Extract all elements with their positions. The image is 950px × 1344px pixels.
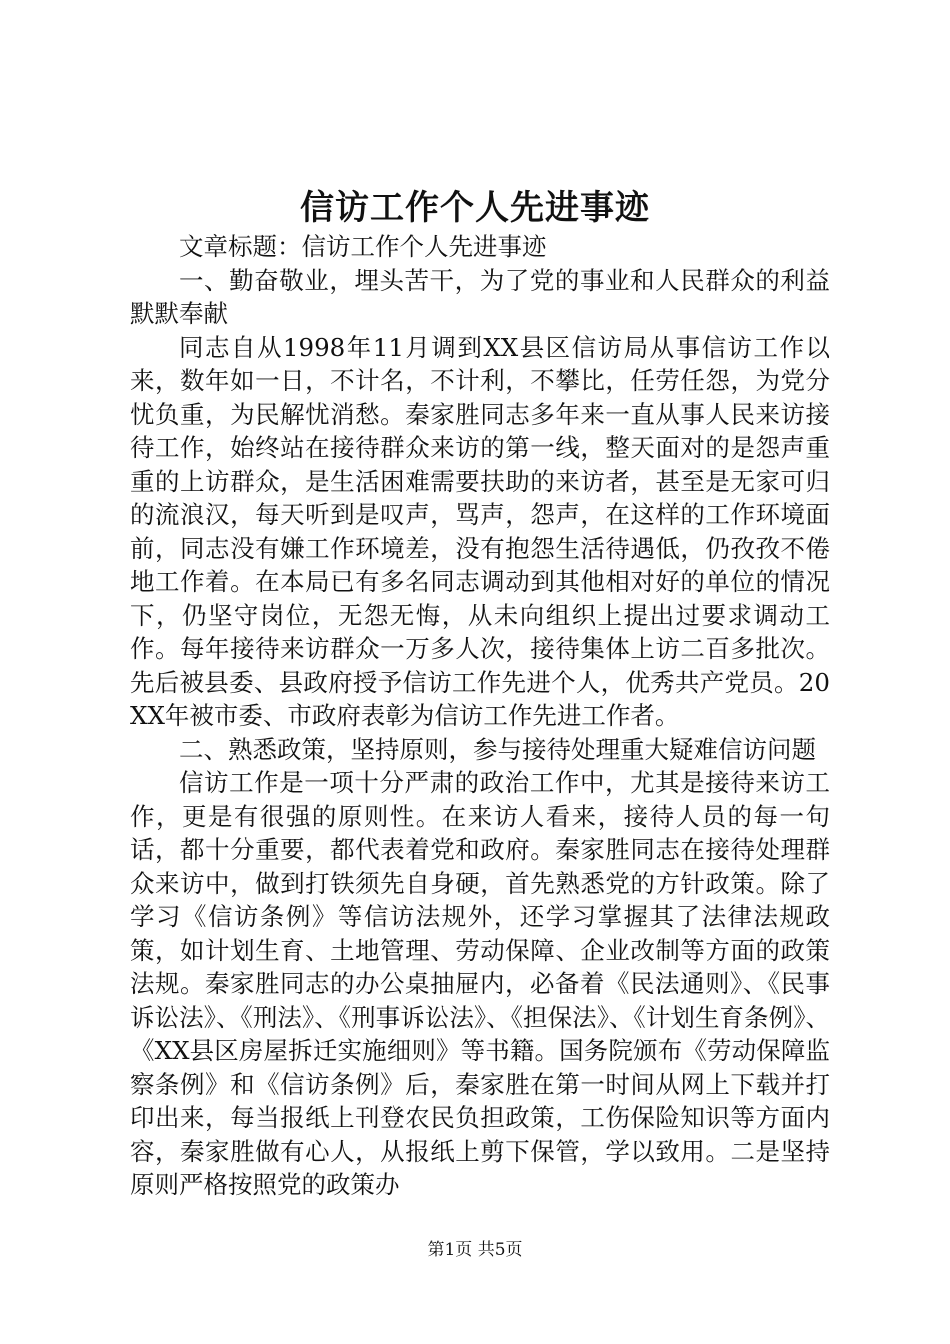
- article-title-line: 文章标题：信访工作个人先进事迹: [179, 232, 547, 261]
- section-heading-2: 二、熟悉政策，坚持原则，参与接待处理重大疑难信访问题: [179, 734, 816, 764]
- page-footer: 第1页 共5页: [427, 1240, 523, 1260]
- document-body: [130, 230, 830, 1202]
- document-title: 信访工作个人先进事迹: [300, 188, 650, 228]
- body-paragraph-2: 信访工作是一项十分严肃的政治工作中，尤其是接待来访工作，更是有很强的原则性。在来访人看来，接待人员的每一句话，都十分重要，都代表着党和政府。秦家胜同志在接待处理群众来访中，做到打铁须先自身硬，首先熟悉党的方针政策。除了学习《信访条例》等信访法规外，还学习掌握其了法律法规政策，如计划生育、土地管理、劳动保障、企业改制等方面的政策法规。秦家胜同志的办公桌抽屉内，必备着《民法通则》、《民事诉讼法》、《刑法》、《刑事诉讼法》、《担保法》、《计划生育条例》、《XX县区房屋拆迁实施细则》等书籍。国务院颁布《劳动保障监察条例》和《信访条例》后，秦家胜在第一时间从网上下载并打印出来，每当报纸上刊登农民负担政策，工伤保险知识等方面内容，秦家胜做有心人，从报纸上剪下保管，学以致用。二是坚持原则严格按照党的政策办: [130, 768, 830, 1199]
- body-paragraph-1: 同志自从1998年11月调到XX县区信访局从事信访工作以来，数年如一日，不计名，不计利，不攀比，任劳任怨，为党分忧负重，为民解忧消愁。秦家胜同志多年来一直从事人民来访接待工作，始终站在接待群众来访的第一线，整天面对的是怨声重重的上访群众，是生活困难需要扶助的来访者，甚至是无家可归的流浪汉，每天听到是叹声，骂声，怨声，在这样的工作环境面前，同志没有嫌工作环境差，没有抱怨生活待遇低，仍孜孜不倦地工作着。在本局已有多名同志调动到其他相对好的单位的情况下，仍坚守岗位，无怨无悔，从未向组织上提出过要求调动工作。每年接待来访群众一万多人次，接待集体上访二百多批次。先后被县委、县政府授予信访工作先进个人，优秀共产党员。20XX年被市委、市政府表彰为信访工作先进工作者。: [130, 332, 830, 730]
- section-heading-1: 一、勤奋敬业，埋头苦干，为了党的事业和人民群众的利益默默奉献: [130, 265, 830, 328]
